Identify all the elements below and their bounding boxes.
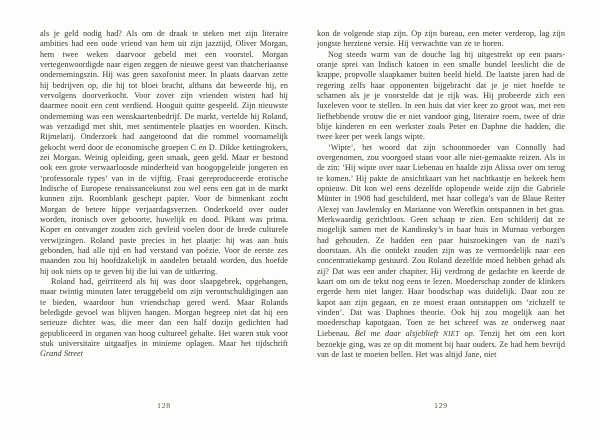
quoted-message-italic: Bel me daar alsjeblieft [354,328,444,338]
paragraph-text: ‘Wipte’, het woord dat zijn schoonmoeder van Connolly had overgenomen, zou voorgoed staan voor alle niet-gemaakte reizen. Als in de zin: ‘Hij wipte over naar Liebenau en haalde zijn Alissa over om terug te komen.’ Hij pakte de ansichtkaart van het nachtkastje en bekeek hem opnieuw. Dit kon wel eens dezelfde oplopende weide zijn die Gabriele Münter in 1908 had geschilderd, met haar collega’s van de Blaue Reiter Alexej van Jawlensky en Marianne von Werefkin ontspannen in het gras. Merkwaardig gezichtloos. Geen schaap te zien. Een schilderij dat ze mogelijk samen met de Kandinsky’s in haar huis in Murnau verborgen had gehouden. Ze hadden een paar huiszoekingen van de nazi’s doorstaan. Als die ontdekt zouden zijn was ze vermoedelijk naar een concentratiekamp gestuurd. Zou Roland dezelfde moed hebben gehad als zij? Dat was een ander chapiter. Hij verdrong de gedachte en keerde de kaart om om de tekst nog eens te lezen. Moederschap zonder de klinkers ergerde hem niet langer. Haar boodschap was duidelijk. Daar zou ze kapot aan zijn gegaan, en ze moest eraan ontsnappen om ‘zichzelf te vinden’. Dat was Daphnes theorie. Ook hij zou mogelijk aan het moederschap kapotgaan. Toen ze het schreef was ze onderweg naar Liebenau. [317,142,565,338]
right-page-text-block [317,29,565,361]
paragraph [40,29,288,277]
left-page-number: 128 [157,401,171,410]
quoted-message-smallcaps: NIET [443,330,460,338]
paragraph [317,29,565,50]
paragraph [317,143,565,361]
paragraph [40,277,288,360]
paragraph-text: Nog steeds warm van de douche lag hij uitgestrekt op een paars-oranje sprei van Indisch katoen in een smalle bundel leeslicht die de krappe, propvolle slaapkamer buiten beeld hield. De laatste jaren had de regering zelfs haar opponenten bijgebracht dat je je niet hoefde te schamen als je je voorstelde dat je rijk was. Hij probeerde zich een luxeleven voor te stellen. In een huis dat vier keer zo groot was, met een liefhebbende vrouw die er niet vandoor ging, literaire roem, twee of drie blije kinderen en een werkster zoals Peter en Daphne die hadden, die twee keer per week langs wipte. [317,49,565,142]
right-page-number: 129 [434,401,448,410]
paragraph-text: Tenzij het om een kort bezoekje ging, was ze op dit moment bij haar ouders. Ze had hem bevrijd van de last te moeten bellen. Het was altijd Jane, niet [317,328,565,360]
paragraph-text: kon de volgende stap zijn. Op zijn bureau, een meter verderop, lag zijn jongste herziene versie. Hij verwachtte van ze te horen. [317,29,565,49]
paragraph [317,50,565,143]
journal-title-italic: Grand Street [40,349,84,359]
paragraph-text: als je geld nodig had? Als om de draak te steken met zijn literaire ambities had een oude vriend van hem uit zijn jazztijd, Oliver Morgan, hem twee weken daarvoor gebeld met een voorstel. Morgan vertegenwoordigde naar eigen zeggen de nieuwe geest van thatcheriaanse ondernemingszin. Hij was geen saxofonist meer. In plaats daarvan zette hij bedrijven op, die hij tot bloei bracht, althans dat beweerde hij, en vervolgens doorverkocht. Voor zover zijn vrienden wisten had hij daarmee nooit een cent verdiend. Hooguit quitte gespeeld. Zijn nieuwste onderneming was een wenskaartenbedrijf. De markt, vertelde hij Roland, was verzadigd met shit, met sentimentele plaatjes en woorden. Kitsch. Rijmelarij. Onderzoek had aangetoond dat die rommel voornamelijk gekocht werd door de economische groepen C en D. Dikke kettingrokers, zei Morgan. Weinig opleiding, geen smaak, geen geld. Maar er bestond ook een grote verwaarloosde minderheid van hoogopgeleide jongeren en ‘professorale types’ van in de vijftig. Fraai gereproduceerde erotische Indische of Europese renaissancekunst zou wel eens een gat in de markt kunnen zijn. Roomblank geschept papier. Voor de binnenkant zocht Morgan de betere hippe verjaardagsverzen. Onderkoeld over ouder worden, ironisch over geboorte, huwelijk en dood. Pikant was prima. Koper en ontvanger zouden zich gevleid voelen door de brede culturele verwijzingen. Roland paste precies in het plaatje: hij was aan huis gebonden, had alle tijd en had verstand van poëzie. Voor de eerste zes maanden zou hij hoofdzakelijk in aandelen betaald worden, dus hoefde hij ook niets op te geven bij die lui van de uitkering. [40,29,288,276]
paragraph-text: Roland had, geïrriteerd als hij was door slaapgebrek, opgehangen, maar twintig minuten later teruggebeld om zijn verontschuldigingen aan te bieden, waardoor hun vriendschap gered werd. Maar Rolands beledigde gevoel was blijven hangen. Morgan begreep niet dat hij een serieuze dichter was, die meer dan een half dozijn gedichten had gepubliceerd in organen van hoog cultureel gehalte. Het waren stuk voor stuk universitaire uitgaafjes in minieme oplagen. Maar het tijdschrift [40,276,288,348]
left-page-text-block [40,29,288,360]
quoted-message-italic: op. [459,328,475,338]
